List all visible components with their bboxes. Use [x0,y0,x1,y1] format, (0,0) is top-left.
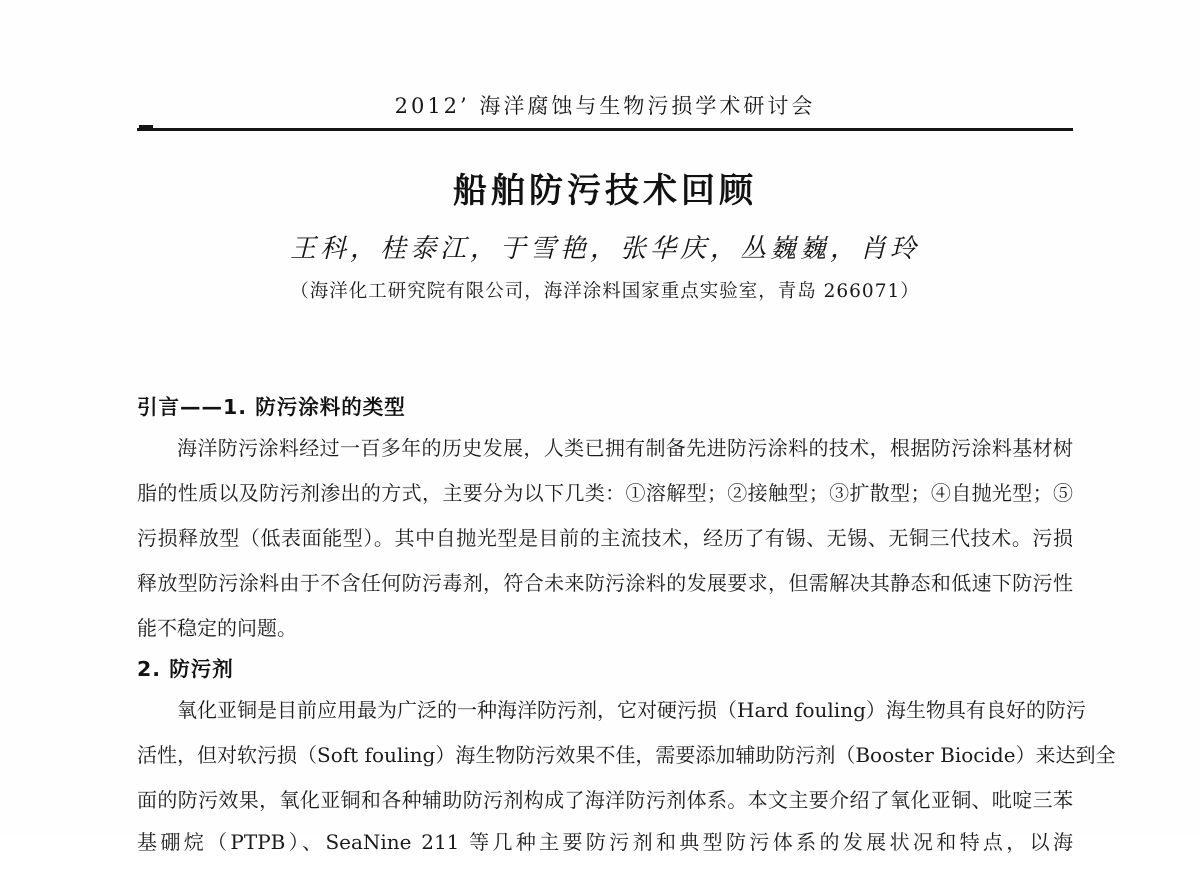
biocide-paragraph-line: 氧化亚铜是目前应用最为广泛的一种海洋防污剂，它对硬污损（Hard fouling）海生物具有良好的防污 [177,698,1086,722]
section-heading-intro: 引言——1. 防污涂料的类型 [137,395,406,419]
author-affiliation: （海洋化工研究院有限公司，海洋涂料国家重点实验室，青岛 266071） [290,281,920,302]
section-heading-biocide: 2. 防污剂 [137,657,234,681]
paper-title: 船舶防污技术回顾 [453,171,757,211]
biocide-paragraph-line-clipped: 基硼烷（PTPB）、SeaNine 211 等几种主要防污剂和典型防污体系的发展状况和特点，以海 [137,830,1073,854]
intro-paragraph-line: 释放型防污涂料由于不含任何防污毒剂，符合未来防污涂料的发展要求，但需解决其静态和低速下防污性 [137,571,1073,595]
intro-paragraph-line: 海洋防污涂料经过一百多年的历史发展，人类已拥有制备先进防污涂料的技术，根据防污涂料基材树 [177,436,1073,460]
biocide-paragraph-line: 活性，但对软污损（Soft fouling）海生物防污效果不佳，需要添加辅助防污剂（Booster Biocide）来达到全 [137,743,1116,767]
intro-paragraph-line: 脂的性质以及防污剂渗出的方式，主要分为以下几类：①溶解型；②接触型；③扩散型；④自抛光型；⑤ [137,481,1073,505]
intro-paragraph-line: 能不稳定的问题。 [137,616,297,640]
intro-paragraph-line: 污损释放型（低表面能型）。其中自抛光型是目前的主流技术，经历了有锡、无锡、无铜三代技术。污损 [137,526,1073,550]
author-list: 王科，桂泰江，于雪艳，张华庆，丛巍巍，肖玲 [289,234,920,264]
conference-header: 2012’ 海洋腐蚀与生物污损学术研讨会 [394,94,816,118]
header-divider-rule [137,128,1073,131]
biocide-paragraph-line: 面的防污效果，氧化亚铜和各种辅助防污剂构成了海洋防污剂体系。本文主要介绍了氧化亚铜、吡啶三苯 [137,788,1073,812]
